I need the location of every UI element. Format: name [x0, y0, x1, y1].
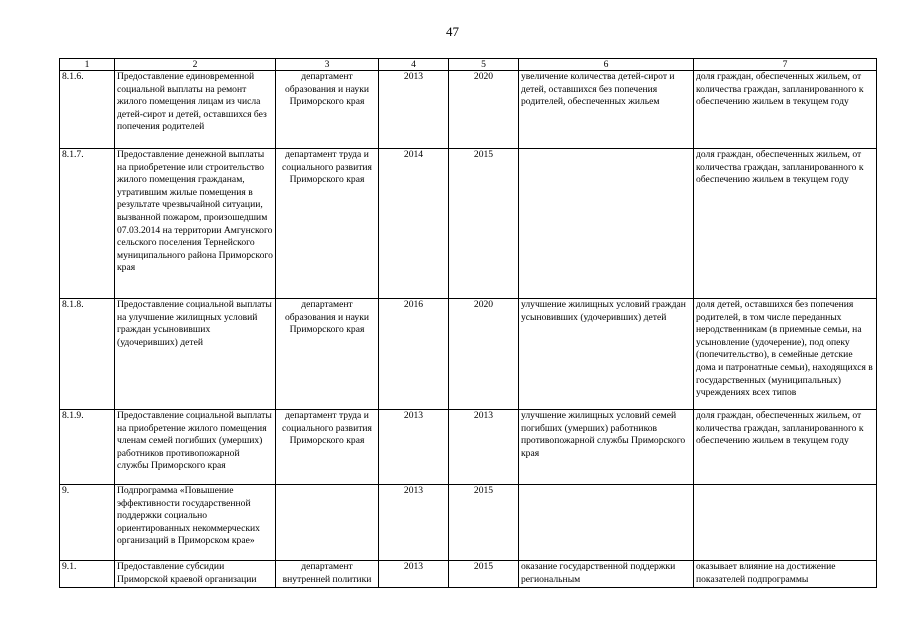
start-year-cell: 2013: [379, 71, 449, 149]
responsible-department-cell: департамент образования и науки Приморского края: [276, 299, 379, 410]
page-number: 47: [446, 24, 459, 39]
responsible-department-cell: департамент труда и социального развития Приморского края: [276, 410, 379, 485]
table-row: [60, 71, 877, 149]
measure-name-cell: Подпрограмма «Повышение эффективности государственной поддержки социально ориентированных некоммерческих организаций в Приморском крае»: [115, 485, 276, 561]
measure-name-cell: Предоставление социальной выплаты на приобретение жилого помещения членам семей погибших (умерших) работников противопожарной службы Приморского края: [115, 410, 276, 485]
column-number-cell: 3: [276, 59, 379, 71]
indicator-cell: оказывает влияние на достижение показателей подпрограммы: [694, 561, 877, 588]
measure-number-cell: 8.1.8.: [60, 299, 115, 410]
measure-name-cell: Предоставление социальной выплаты на улучшение жилищных условий граждан усыновивших (удочеривших) детей: [115, 299, 276, 410]
expected-result-cell: оказание государственной поддержки региональным: [519, 561, 694, 588]
program-measures-table: [59, 58, 877, 588]
table-row: [60, 485, 877, 561]
indicator-cell: доля детей, оставшихся без попечения родителей, в том числе переданных неродственникам (в приемные семьи, на усыновление (удочерение), под опеку (попечительство), в семейные детские дома и патронатные семьи), находящихся в государственных (муниципальных) учреждениях всех типов: [694, 299, 877, 410]
start-year-cell: 2016: [379, 299, 449, 410]
end-year-cell: 2013: [449, 410, 519, 485]
end-year-cell: 2020: [449, 299, 519, 410]
end-year-cell: 2015: [449, 561, 519, 588]
expected-result-cell: увеличение количества детей-сирот и детей, оставшихся без попечения родителей, обеспеченных жильем: [519, 71, 694, 149]
measure-number-cell: 9.: [60, 485, 115, 561]
table-row: [60, 410, 877, 485]
expected-result-cell: улучшение жилищных условий граждан усыновивших (удочеривших) детей: [519, 299, 694, 410]
expected-result-cell: [519, 485, 694, 561]
column-number-cell: 1: [60, 59, 115, 71]
measure-number-cell: 8.1.7.: [60, 149, 115, 299]
indicator-cell: [694, 485, 877, 561]
responsible-department-cell: [276, 485, 379, 561]
column-number-cell: 4: [379, 59, 449, 71]
table-row: [60, 561, 877, 588]
end-year-cell: 2020: [449, 71, 519, 149]
measure-name-cell: Предоставление единовременной социальной выплаты на ремонт жилого помещения лицам из числа детей-сирот и детей, оставшихся без попечения родителей: [115, 71, 276, 149]
responsible-department-cell: департамент труда и социального развития Приморского края: [276, 149, 379, 299]
column-number-cell: 5: [449, 59, 519, 71]
indicator-cell: доля граждан, обеспеченных жильем, от количества граждан, запланированного к обеспечению жильем в текущем году: [694, 71, 877, 149]
measure-name-cell: Предоставление денежной выплаты на приобретение или строительство жилого помещения гражданам, утратившим жилые помещения в результате чрезвычайной ситуации, вызванной пожаром, произошедшим 07.03.2014 на территории Амгунского сельского поселения Тернейского муниципального района Приморского края: [115, 149, 276, 299]
start-year-cell: 2013: [379, 561, 449, 588]
responsible-department-cell: департамент внутренней политики: [276, 561, 379, 588]
measure-number-cell: 8.1.6.: [60, 71, 115, 149]
column-number-cell: 6: [519, 59, 694, 71]
measure-number-cell: 9.1.: [60, 561, 115, 588]
end-year-cell: 2015: [449, 485, 519, 561]
table-row: [60, 299, 877, 410]
start-year-cell: 2013: [379, 410, 449, 485]
indicator-cell: доля граждан, обеспеченных жильем, от количества граждан, запланированного к обеспечению жильем в текущем году: [694, 149, 877, 299]
column-number-cell: 2: [115, 59, 276, 71]
measure-name-cell: Предоставление субсидии Приморской краевой организации: [115, 561, 276, 588]
expected-result-cell: [519, 149, 694, 299]
column-number-header-row: [60, 59, 877, 71]
measure-number-cell: 8.1.9.: [60, 410, 115, 485]
table-row: [60, 149, 877, 299]
column-number-cell: 7: [694, 59, 877, 71]
start-year-cell: 2013: [379, 485, 449, 561]
expected-result-cell: улучшение жилищных условий семей погибших (умерших) работников противопожарной службы Приморского края: [519, 410, 694, 485]
indicator-cell: доля граждан, обеспеченных жильем, от количества граждан, запланированного к обеспечению жильем в текущем году: [694, 410, 877, 485]
end-year-cell: 2015: [449, 149, 519, 299]
start-year-cell: 2014: [379, 149, 449, 299]
responsible-department-cell: департамент образования и науки Приморского края: [276, 71, 379, 149]
